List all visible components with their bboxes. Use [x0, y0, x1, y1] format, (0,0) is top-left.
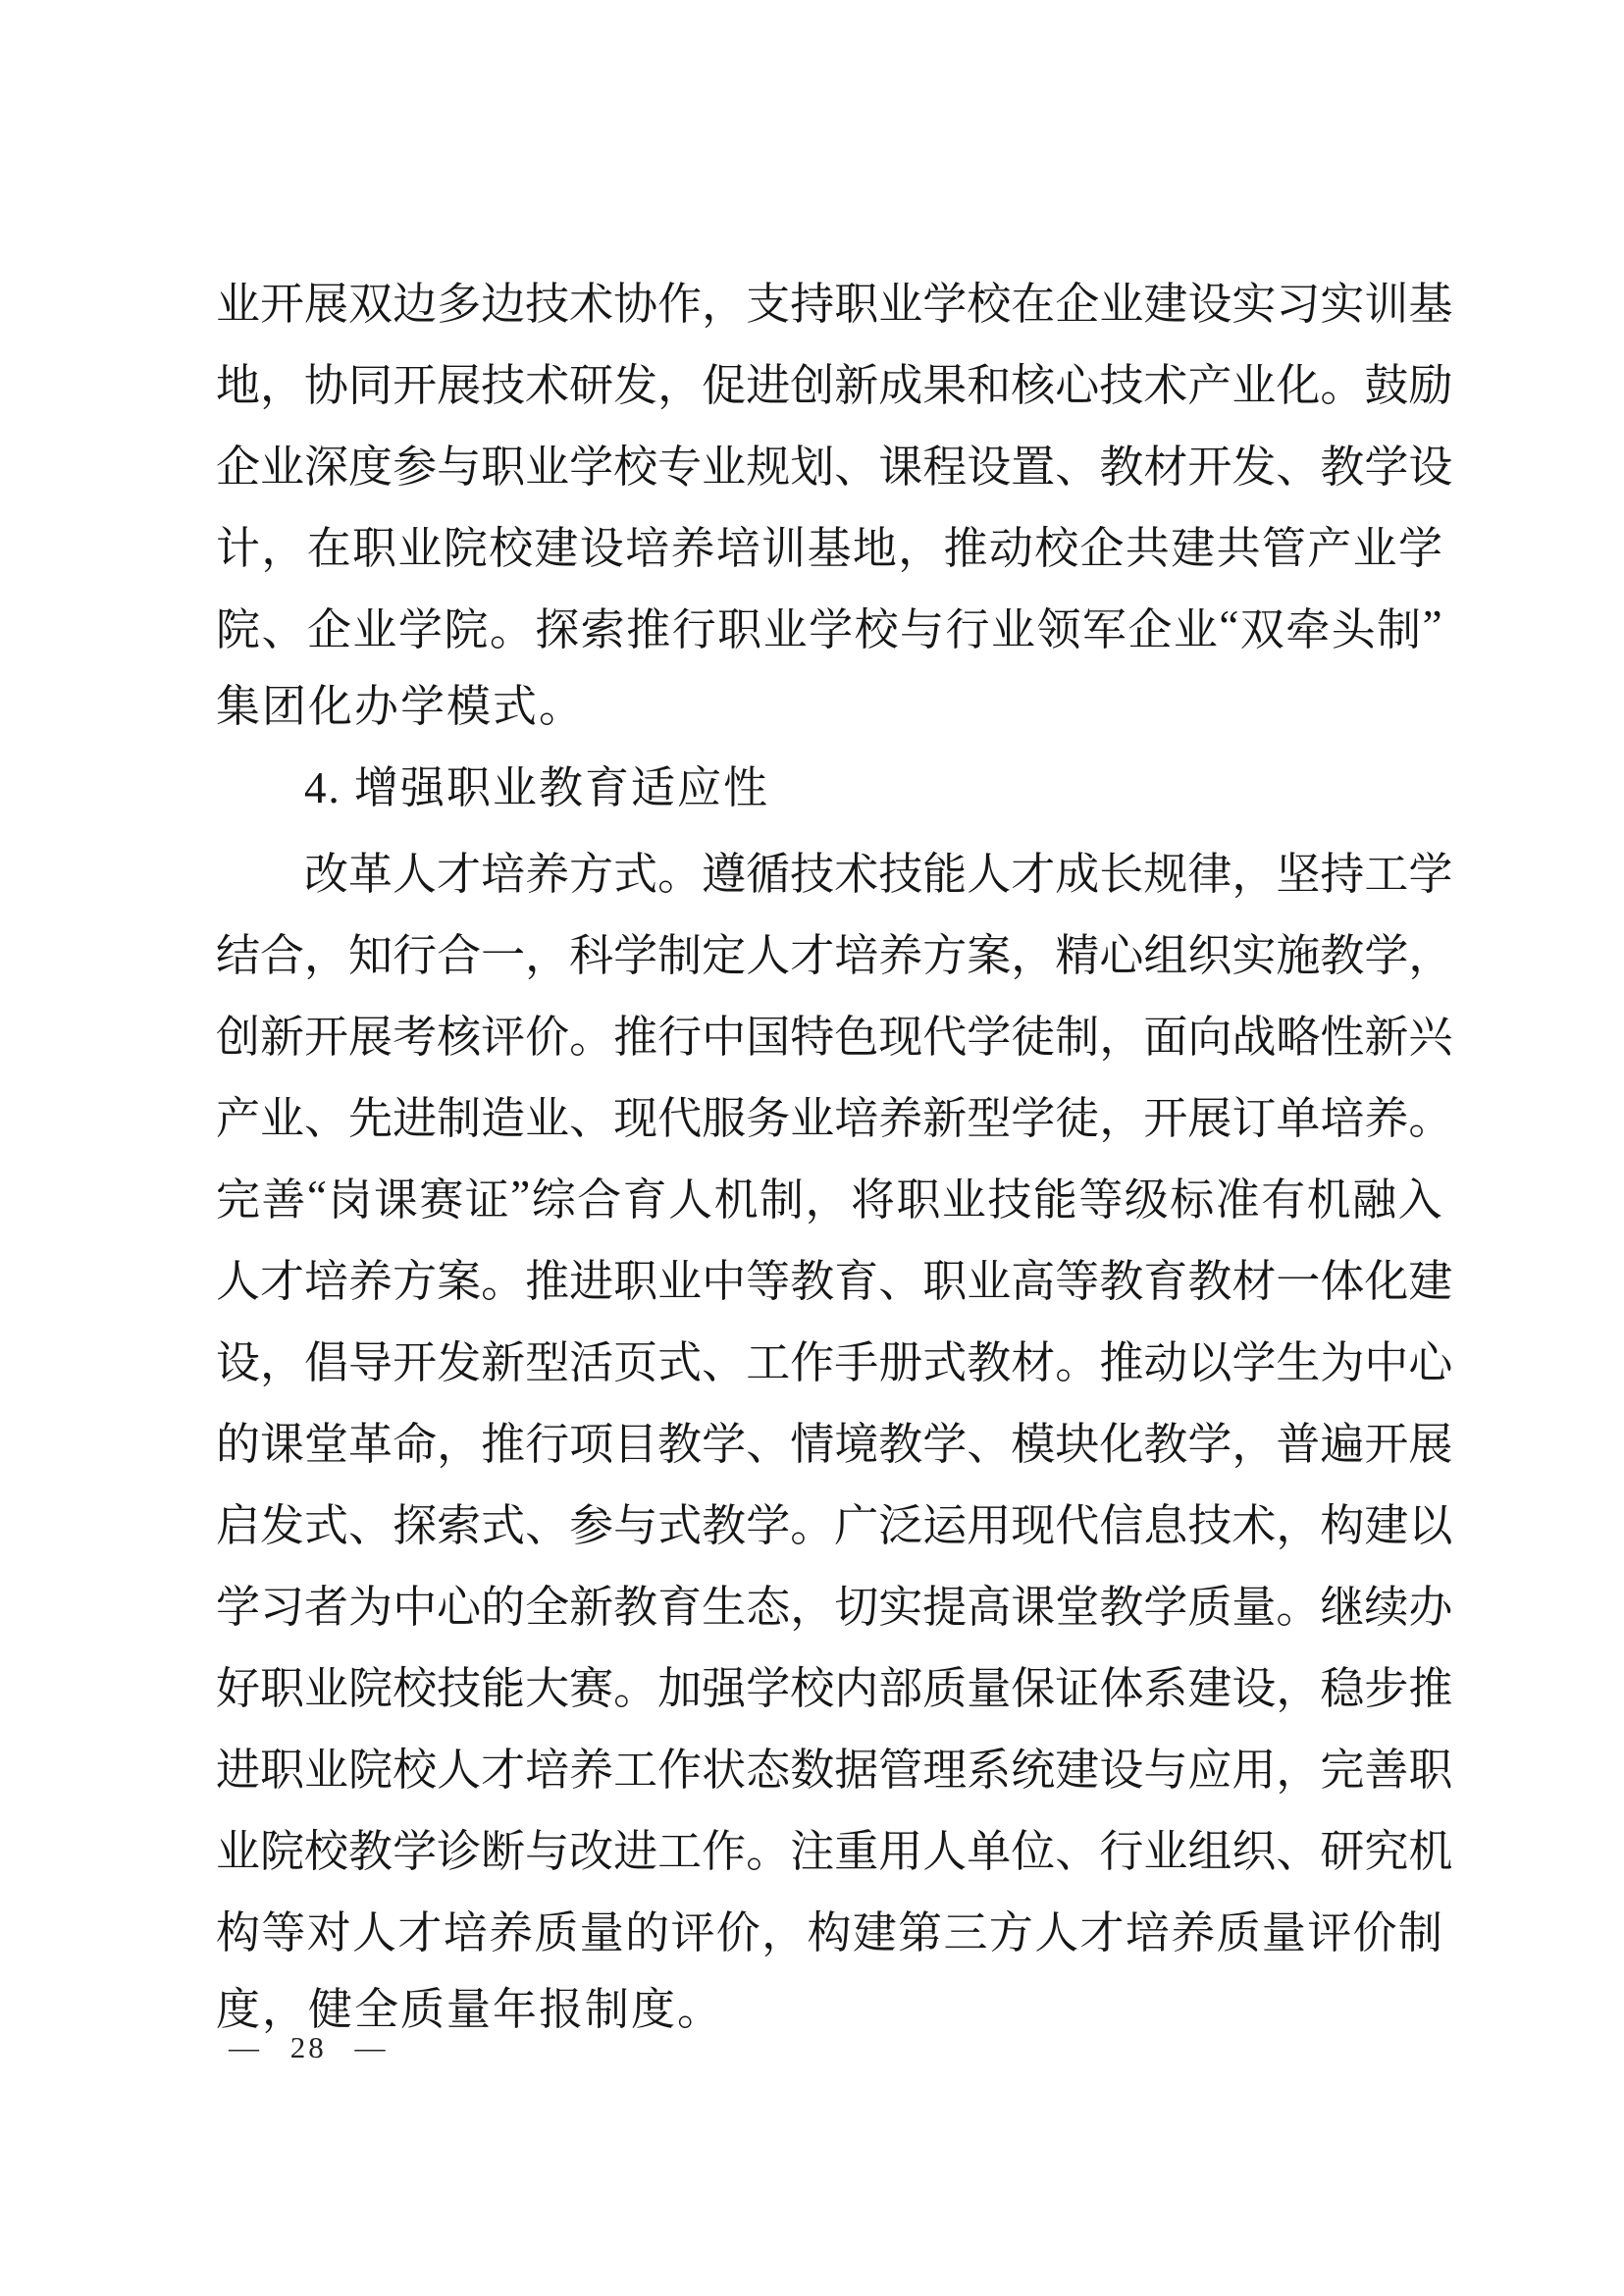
text-line: 完 善 “ 岗 课 赛 证 ” 综 合 育 人 机 制 ， 将 职 业 技 能 等 级 标 准 有 机 融 入 — [216, 1171, 1442, 1225]
text-line: 业 开 展 双 边 多 边 技 术 协 作 ， 支 持 职 业 学 校 在 企 业 建 设 实 习 实 训 基 — [216, 280, 1453, 329]
body-text-block — [216, 259, 1453, 2051]
text-line: 设 ， 倡 导 开 发 新 型 活 页 式 、 工 作 手 册 式 教 材 。 推 动 以 学 生 为 中 心 — [216, 1338, 1453, 1387]
text-line: 构 等 对 人 才 培 养 质 量 的 评 价 ， 构 建 第 三 方 人 才 培 养 质 量 评 价 制 — [216, 1908, 1442, 1957]
text-line: 度，健全质量年报制度。 — [216, 1985, 724, 2034]
text-line: 好 职 业 院 校 技 能 大 赛 。 加 强 学 校 内 部 质 量 保 证 体 系 建 设 ， 稳 步 推 — [216, 1664, 1453, 1713]
page-number: — 28 — — [229, 2030, 389, 2064]
text-line: 进 职 业 院 校 人 才 培 养 工 作 状 态 数 据 管 理 系 统 建 设 与 应 用 ， 完 善 职 — [216, 1746, 1453, 1795]
text-line: 人 才 培 养 方 案 。 推 进 职 业 中 等 教 育 、 职 业 高 等 教 育 教 材 一 体 化 建 — [216, 1257, 1453, 1306]
text-line: 结 合 ， 知 行 合 一 ， 科 学 制 定 人 才 培 养 方 案 ， 精 心 组 织 实 施 教 学 ， — [216, 931, 1453, 980]
text-line: 创 新 开 展 考 核 评 价 。 推 行 中 国 特 色 现 代 学 徒 制 ， 面 向 战 略 性 新 兴 — [216, 1013, 1453, 1062]
text-line: 改 革 人 才 培 养 方 式 。 遵 循 技 术 技 能 人 才 成 长 规 律 ， 坚 持 工 学 — [304, 850, 1453, 899]
text-line: 启 发 式 、 探 索 式 、 参 与 式 教 学 。 广 泛 运 用 现 代 信 息 技 术 ， 构 建 以 — [216, 1501, 1453, 1550]
text-line: 地 ， 协 同 开 展 技 术 研 发 ， 促 进 创 新 成 果 和 核 心 技 术 产 业 化 。 鼓 励 — [216, 361, 1453, 410]
text-line: 院 、 企 业 学 院 。 探 索 推 行 职 业 学 校 与 行 业 领 军 企 业 “ 双 牵 头 制 ” — [216, 600, 1442, 654]
text-line: 企 业 深 度 参 与 职 业 学 校 专 业 规 划 、 课 程 设 置 、 教 材 开 发 、 教 学 设 — [216, 443, 1453, 492]
text-line: 计 ， 在 职 业 院 校 建 设 培 养 培 训 基 地 ， 推 动 校 企 共 建 共 管 产 业 学 — [216, 524, 1442, 573]
text-line: 学 习 者 为 中 心 的 全 新 教 育 生 态 ， 切 实 提 高 课 堂 教 学 质 量 。 继 续 办 — [216, 1583, 1453, 1632]
section-heading: 4. 增强职业教育适应性 — [304, 763, 770, 812]
text-line: 业 院 校 教 学 诊 断 与 改 进 工 作 。 注 重 用 人 单 位 、 行 业 组 织 、 研 究 机 — [216, 1827, 1453, 1876]
text-line: 产 业 、 先 进 制 造 业 、 现 代 服 务 业 培 养 新 型 学 徒 ， 开 展 订 单 培 养 。 — [216, 1094, 1453, 1143]
text-line: 的 课 堂 革 命 ， 推 行 项 目 教 学 、 情 境 教 学 、 模 块 化 教 学 ， 普 遍 开 展 — [216, 1420, 1453, 1469]
text-line: 集团化办学模式。 — [216, 682, 586, 731]
